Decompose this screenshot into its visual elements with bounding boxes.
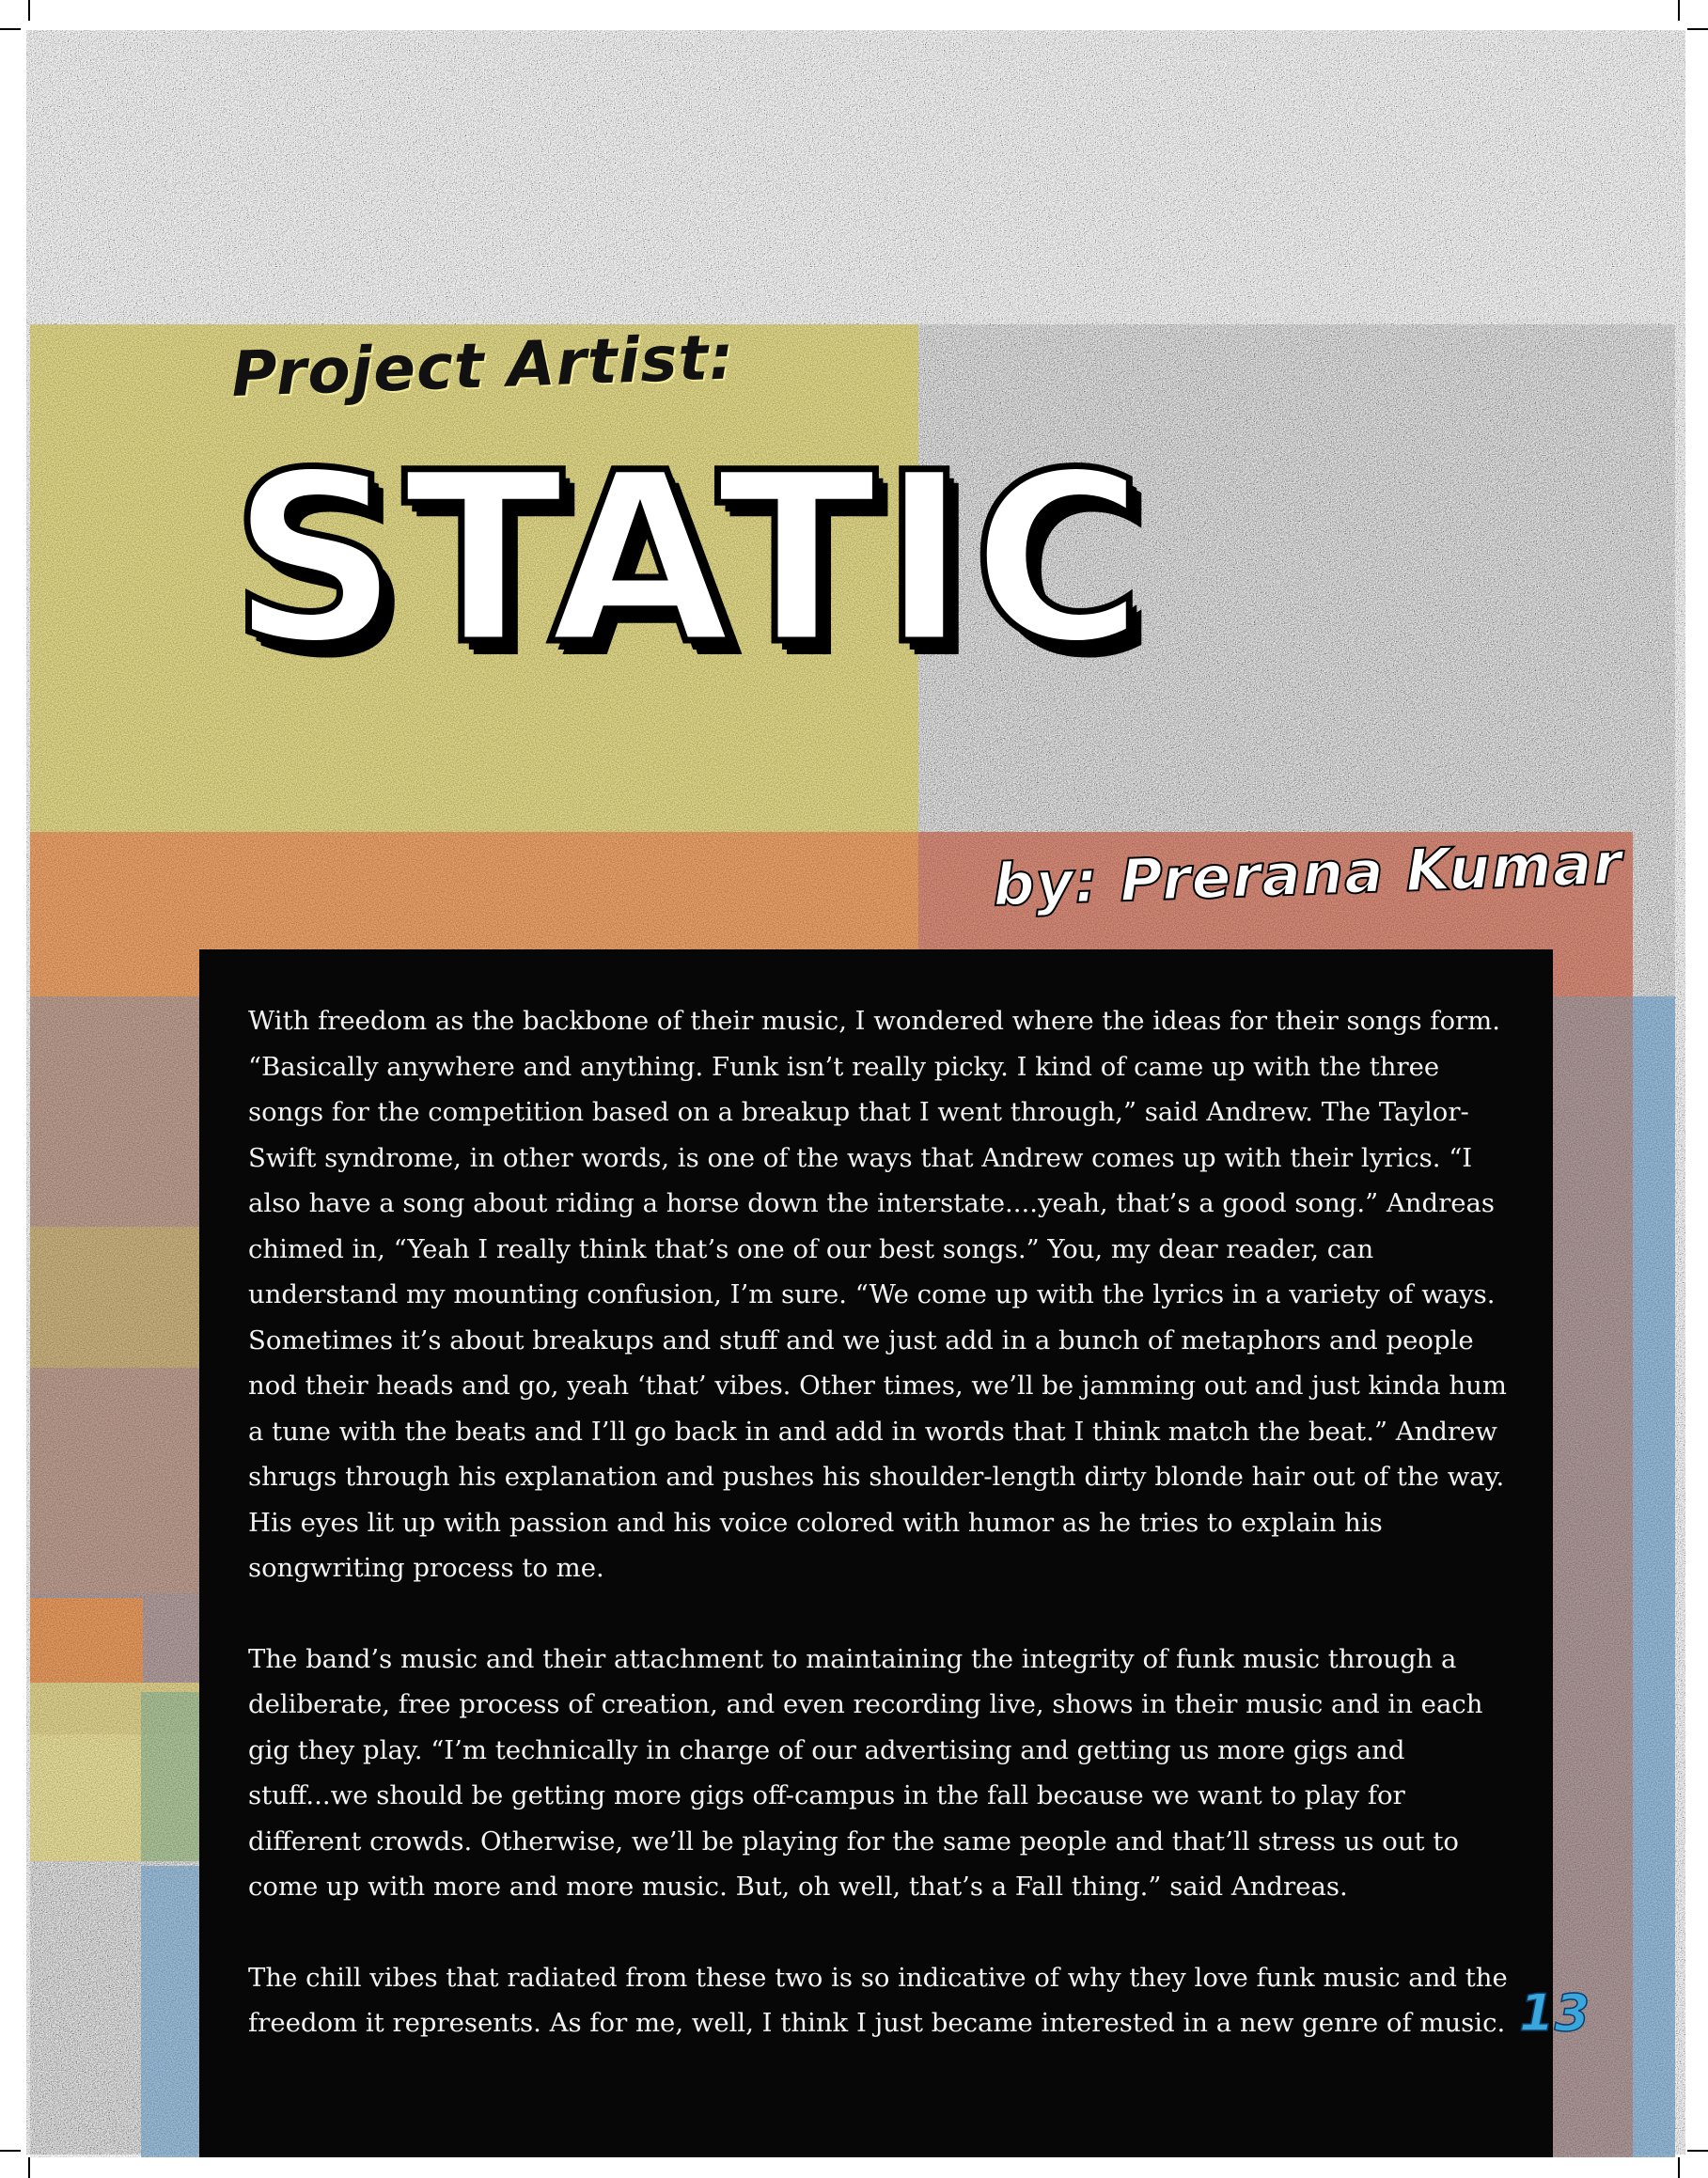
crop-mark	[1687, 2150, 1708, 2152]
article-paragraph: With freedom as the backbone of their music, I wondered where the ideas for their songs form. “Basically anywhere and anything. Funk isn’t really picky. I kind of came up with the three songs for the competition based on a breakup that I went through,” said Andrew. The Taylor-Swift syndrome, in other words, is one of the ways that Andrew comes up with their lyrics. “I also have a song about riding a horse down the interstate....yeah, that’s a good song.” Andreas chimed in, “Yeah I really think that’s one of our best songs.” You, my dear reader, can understand my mounting confusion, I’m sure. “We come up with the lyrics in a variety of ways. Sometimes it’s about breakups and stuff and we just add in a bunch of metaphors and people nod their heads and go, yeah ‘that’ vibes. Other times, we’ll be jamming out and just kinda hum a tune with the beats and I’ll go back in and add in words that I think match the beat.” Andrew shrugs through his explanation and pushes his shoulder-length dirty blonde hair out of the way. His eyes lit up with passion and his voice colored with humor as he tries to explain his songwriting process to me.	[248, 1006, 1507, 1583]
crop-mark	[28, 0, 30, 21]
page-title: STATIC	[230, 422, 1149, 696]
article-body	[248, 998, 1508, 2092]
crop-mark	[28, 2157, 30, 2178]
crop-mark	[1678, 2157, 1680, 2178]
crop-mark	[1678, 0, 1680, 21]
kicker-heading: Project Artist:	[230, 321, 736, 411]
crop-mark	[0, 28, 21, 30]
crop-mark	[1687, 28, 1708, 30]
byline: by: Prerana Kumar	[992, 828, 1624, 919]
page-number: 13	[1519, 1983, 1590, 2043]
article-paragraph: The chill vibes that radiated from these two is so indicative of why they love funk music and the freedom it represents. As for me, well, I think I just became interested in a new genre of music.	[248, 1962, 1508, 2038]
crop-mark	[0, 2150, 21, 2152]
article-paragraph: The band’s music and their attachment to maintaining the integrity of funk music through a deliberate, free process of creation, and even recording live, shows in their music and in each gig they play. “I’m technically in charge of our advertising and getting us more gigs and stuff...we should be getting more gigs off-campus in the fall because we want to play for different crowds. Otherwise, we’ll be playing for the same people and that’ll stress us out to come up with more and more music. But, oh well, that’s a Fall thing.” said Andreas.	[248, 1643, 1483, 1902]
